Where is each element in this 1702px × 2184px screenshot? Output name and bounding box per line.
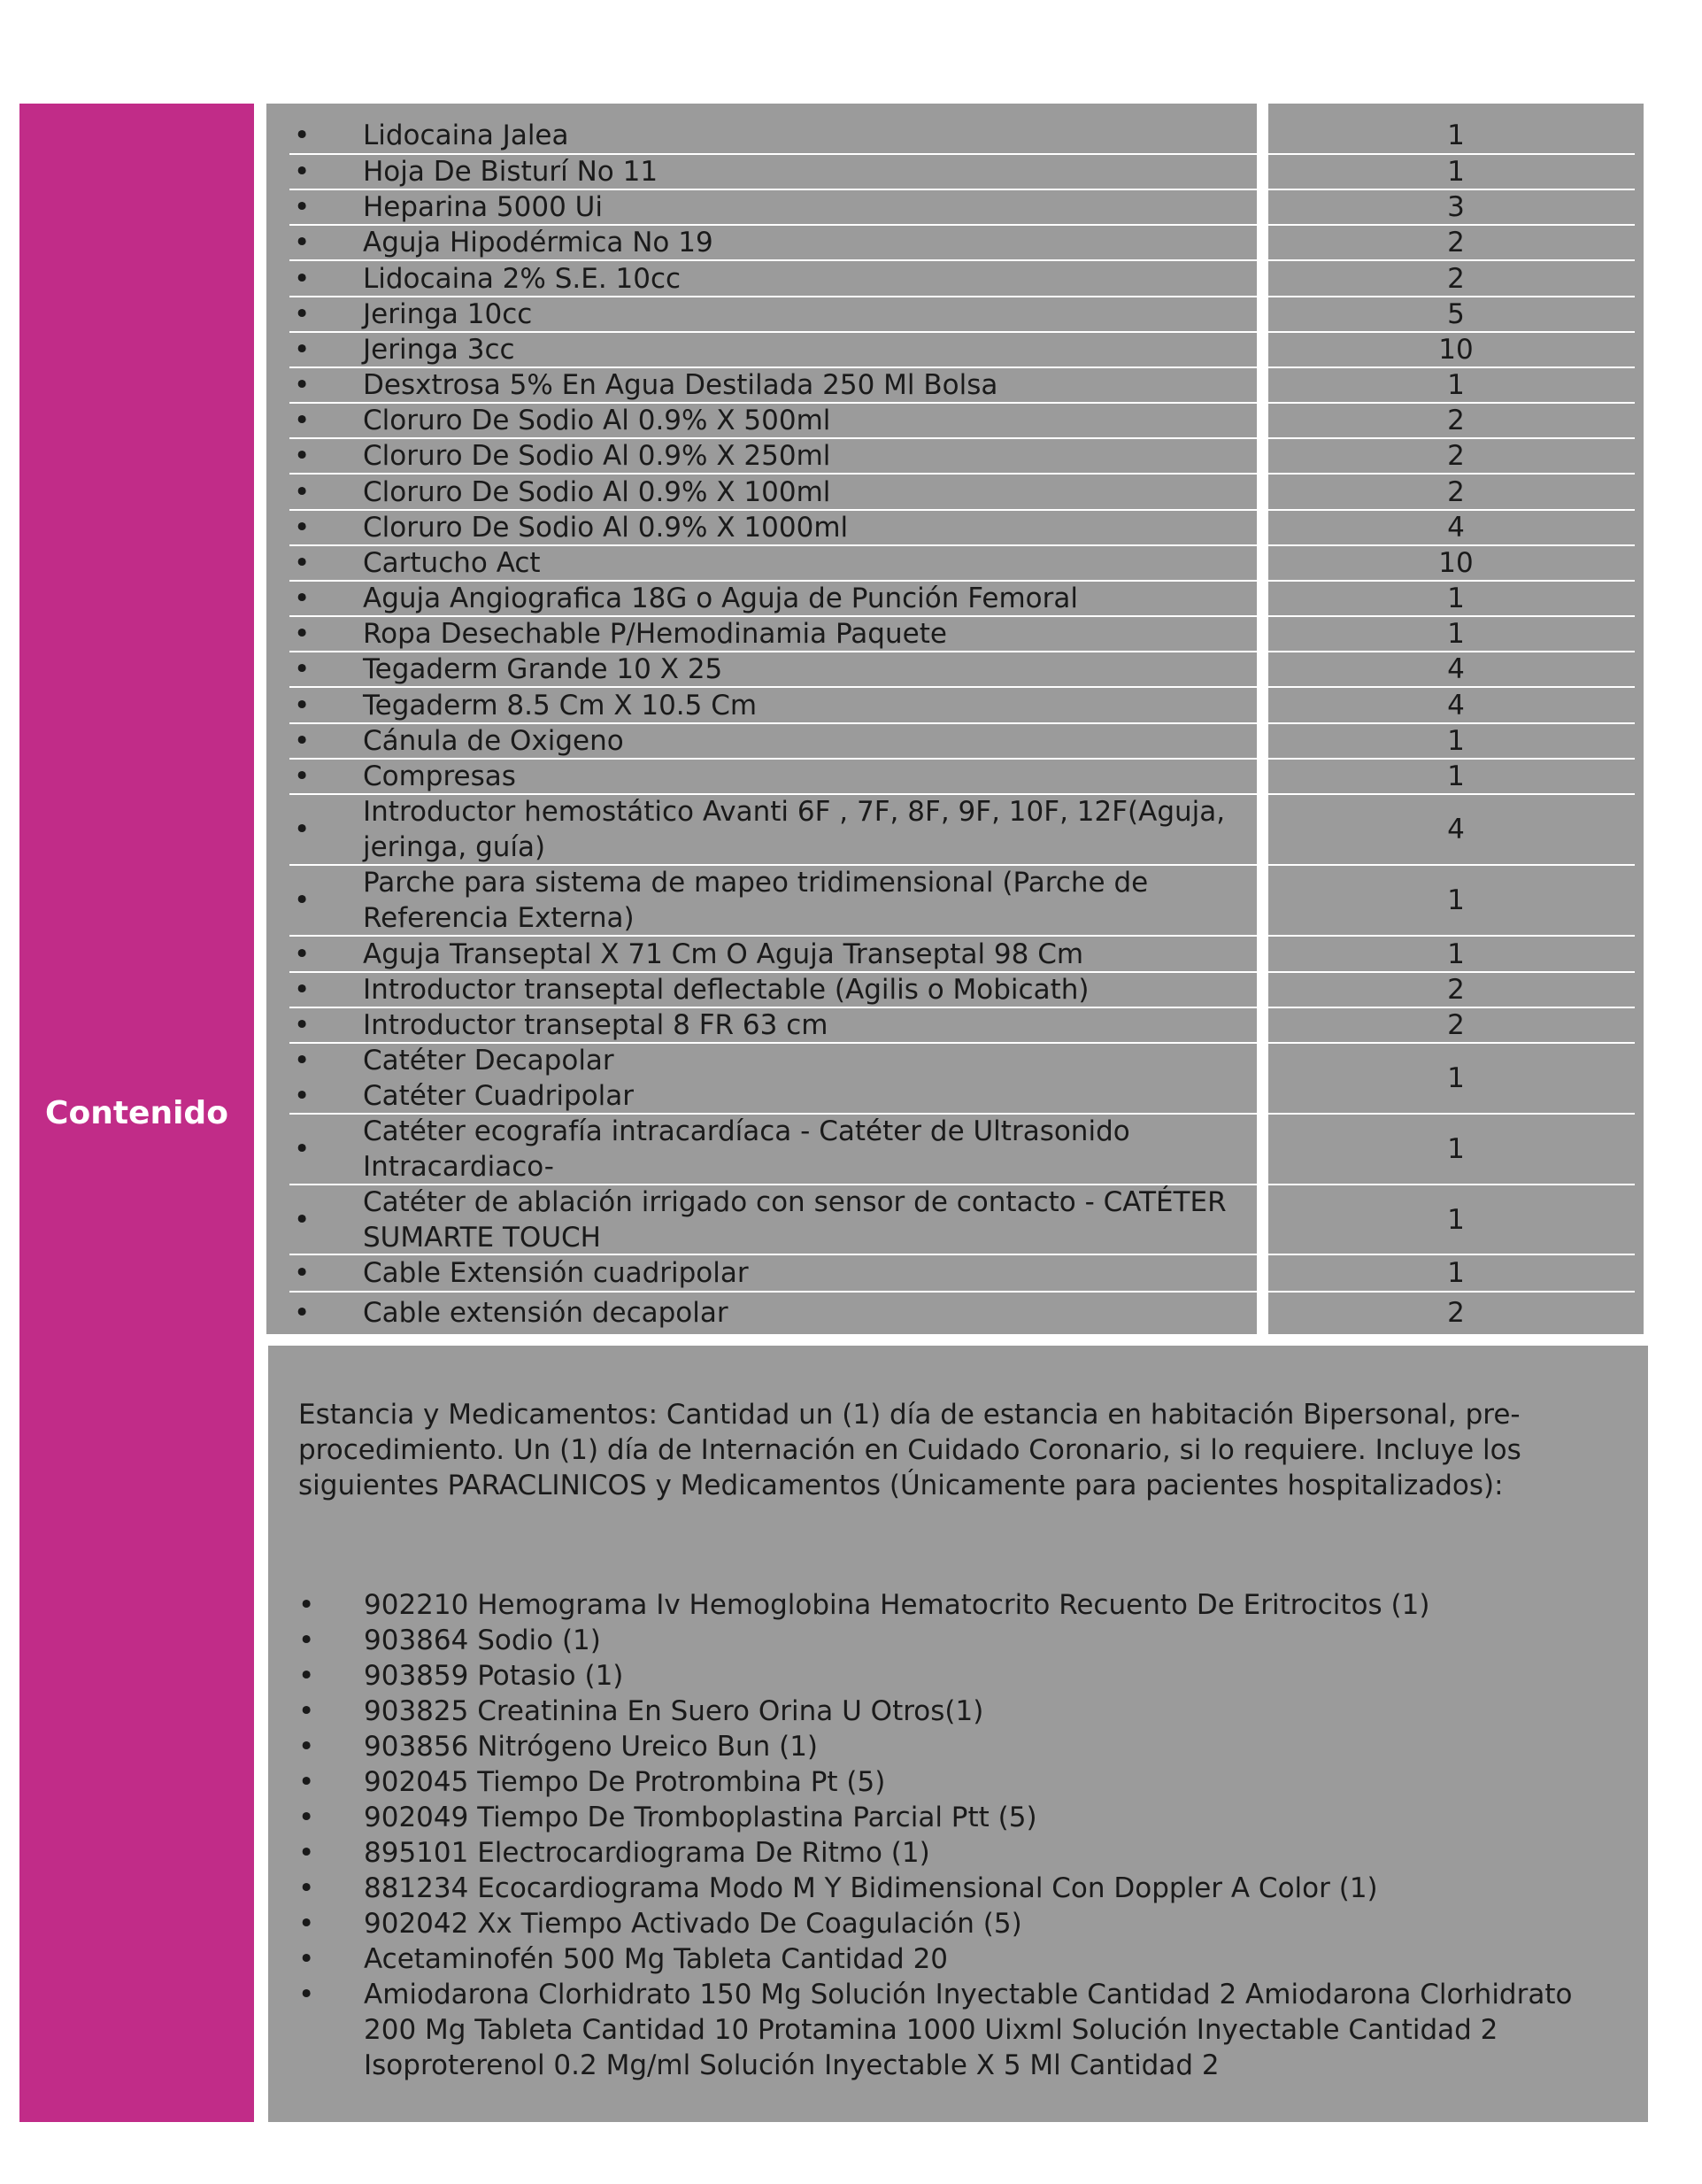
item-row bbox=[290, 545, 1250, 581]
item-quantity: 2 bbox=[1447, 1297, 1465, 1329]
item-quantity: 2 bbox=[1447, 227, 1465, 259]
stay-medications-panel bbox=[268, 1346, 1648, 2122]
stay-list-item bbox=[298, 1906, 1626, 1941]
item-name: Desxtrosa 5% En Agua Destilada 250 Ml Bolsa bbox=[363, 369, 998, 401]
item-row bbox=[290, 972, 1250, 1007]
item-name: Compresas bbox=[363, 760, 516, 792]
bullet: • bbox=[298, 1908, 315, 1940]
item-name: Cloruro De Sodio Al 0.9% X 250ml bbox=[363, 440, 831, 472]
item-row bbox=[290, 1007, 1250, 1043]
item-quantity: 1 bbox=[1447, 1133, 1465, 1165]
item-name: Introductor transeptal deflectable (Agilis o Mobicath) bbox=[363, 974, 1090, 1006]
item-row bbox=[290, 652, 1250, 687]
item-quantity: 4 bbox=[1447, 653, 1465, 685]
item-row bbox=[290, 1185, 1250, 1254]
item-name: Hoja De Bisturí No 11 bbox=[363, 156, 658, 188]
stay-item-text: 895101 Electrocardiograma De Ritmo (1) bbox=[364, 1837, 930, 1869]
stay-item-text: 881234 Ecocardiograma Modo M Y Bidimensional Con Doppler A Color (1) bbox=[364, 1872, 1378, 1904]
item-name: Lidocaina Jalea bbox=[363, 119, 569, 151]
item-name: Cánula de Oxigeno bbox=[363, 725, 624, 757]
item-quantity: 1 bbox=[1447, 156, 1465, 188]
item-quantity: 3 bbox=[1447, 191, 1465, 223]
bullet: • bbox=[294, 119, 311, 151]
bullet: • bbox=[294, 938, 311, 970]
stay-list-item bbox=[298, 1658, 1626, 1694]
stay-list-item bbox=[298, 1623, 1626, 1658]
bullet: • bbox=[294, 298, 311, 330]
item-name: Cable extensión decapolar bbox=[363, 1297, 728, 1329]
item-quantity: 1 bbox=[1447, 1203, 1465, 1236]
item-name: Heparina 5000 Ui bbox=[363, 191, 603, 223]
bullet: • bbox=[294, 974, 311, 1006]
item-quantity: 1 bbox=[1447, 119, 1465, 151]
item-row bbox=[290, 367, 1250, 403]
item-row bbox=[290, 474, 1250, 510]
item-name: Cartucho Act bbox=[363, 547, 541, 579]
item-quantity: 2 bbox=[1447, 405, 1465, 436]
item-name: Cloruro De Sodio Al 0.9% X 500ml bbox=[363, 405, 831, 436]
item-row bbox=[290, 794, 1250, 865]
item-row bbox=[290, 936, 1250, 972]
item-name: Tegaderm 8.5 Cm X 10.5 Cm bbox=[363, 689, 758, 722]
bullet: • bbox=[294, 1080, 311, 1112]
bullet: • bbox=[298, 1837, 315, 1869]
item-quantity: 1 bbox=[1447, 938, 1465, 970]
item-quantity: 1 bbox=[1447, 884, 1465, 916]
bullet: • bbox=[294, 689, 311, 722]
item-quantity: 2 bbox=[1447, 475, 1465, 508]
item-quantity: 1 bbox=[1447, 1062, 1465, 1094]
item-name: Cable Extensión cuadripolar bbox=[363, 1257, 749, 1289]
item-row bbox=[290, 1254, 1250, 1292]
stay-list-item bbox=[298, 1800, 1626, 1835]
bullet: • bbox=[298, 1589, 315, 1621]
bullet: • bbox=[294, 814, 311, 845]
item-name: Aguja Hipodérmica No 19 bbox=[363, 227, 713, 259]
stay-list-item bbox=[298, 1835, 1626, 1871]
item-quantity: 4 bbox=[1447, 814, 1465, 845]
items-list-panel bbox=[266, 104, 1257, 1334]
item-row bbox=[290, 581, 1250, 616]
item-name: Parche para sistema de mapeo tridimensional (Parche de Referencia Externa) bbox=[363, 867, 1149, 934]
bullet: • bbox=[298, 1624, 315, 1656]
bullet: • bbox=[294, 262, 311, 295]
bullet: • bbox=[294, 547, 311, 579]
item-row bbox=[290, 723, 1250, 759]
bullet: • bbox=[298, 1872, 315, 1904]
item-name: Catéter Cuadripolar bbox=[363, 1080, 635, 1112]
item-quantity: 5 bbox=[1447, 298, 1465, 330]
item-row bbox=[290, 116, 1250, 154]
bullet: • bbox=[298, 1660, 315, 1692]
item-row bbox=[290, 616, 1250, 652]
item-quantity: 1 bbox=[1447, 760, 1465, 792]
bullet: • bbox=[294, 760, 311, 792]
bullet: • bbox=[294, 1203, 311, 1236]
stay-list-item bbox=[298, 1941, 1626, 1977]
bullet: • bbox=[294, 227, 311, 259]
item-name: Aguja Angiografica 18G o Aguja de Punción Femoral bbox=[363, 583, 1078, 614]
stay-item-text: 903859 Potasio (1) bbox=[364, 1660, 624, 1692]
bullet: • bbox=[294, 618, 311, 650]
stay-item-text: 903864 Sodio (1) bbox=[364, 1624, 601, 1656]
item-row bbox=[290, 189, 1250, 225]
bullet: • bbox=[298, 1766, 315, 1798]
quantity-list-panel bbox=[1268, 104, 1644, 1334]
stay-item-text: Amiodarona Clorhidrato 150 Mg Solución Inyectable Cantidad 2 Amiodarona Clorhidrato 200 Mg Tableta Cantidad 10 Protamina 1000 Uixml Solución Inyectable Cantidad 2 Isoproterenol 0.2 Mg/ml Solución Inyectable X 5 Ml Cantidad 2 bbox=[364, 1979, 1573, 2081]
bullet: • bbox=[294, 1257, 311, 1289]
bullet: • bbox=[298, 1979, 315, 2010]
item-name: Catéter ecografía intracardíaca - Catéter de Ultrasonido Intracardiaco- bbox=[363, 1115, 1130, 1183]
stay-item-text: 903856 Nitrógeno Ureico Bun (1) bbox=[364, 1731, 819, 1763]
item-quantity: 1 bbox=[1447, 369, 1465, 401]
item-row bbox=[290, 260, 1250, 297]
section-label: Contenido bbox=[45, 1094, 228, 1131]
bullet: • bbox=[294, 1045, 311, 1077]
bullet: • bbox=[294, 884, 311, 916]
item-row bbox=[290, 510, 1250, 545]
bullet: • bbox=[298, 1731, 315, 1763]
item-row bbox=[290, 759, 1250, 794]
item-quantity: 1 bbox=[1447, 1257, 1465, 1289]
item-row bbox=[290, 438, 1250, 474]
item-name: Catéter de ablación irrigado con sensor de contacto - CATÉTER SUMARTE TOUCH bbox=[363, 1185, 1227, 1254]
stay-list-item bbox=[298, 1587, 1626, 1623]
item-quantity: 2 bbox=[1447, 1009, 1465, 1041]
stay-item-text: 902042 Xx Tiempo Activado De Coagulación (5) bbox=[364, 1908, 1022, 1940]
item-quantity: 10 bbox=[1438, 334, 1474, 366]
stay-list-item bbox=[298, 1764, 1626, 1800]
item-quantity: 4 bbox=[1447, 689, 1465, 722]
bullet: • bbox=[294, 369, 311, 401]
bullet: • bbox=[298, 1943, 315, 1975]
bullet: • bbox=[294, 725, 311, 757]
item-name: Tegaderm Grande 10 X 25 bbox=[363, 653, 723, 685]
stay-item-text: Acetaminofén 500 Mg Tableta Cantidad 20 bbox=[364, 1943, 949, 1975]
stay-list-item bbox=[298, 1729, 1626, 1764]
bullet: • bbox=[294, 191, 311, 223]
stay-intro-text: Estancia y Medicamentos: Cantidad un (1) día de estancia en habitación Bipersonal, pre-procedimiento. Un (1) día de Internación en Cuidado Coronario, si lo requiere. Incluye los siguientes PARACLINICOS y Medicamentos (Únicamente para pacientes hospitalizados): bbox=[298, 1399, 1521, 1501]
item-row bbox=[290, 1292, 1250, 1334]
item-quantity: 1 bbox=[1447, 618, 1465, 650]
item-name: Cloruro De Sodio Al 0.9% X 100ml bbox=[363, 475, 831, 508]
item-name: Cloruro De Sodio Al 0.9% X 1000ml bbox=[363, 512, 849, 544]
item-row bbox=[290, 1114, 1250, 1185]
stay-list-item bbox=[298, 1977, 1626, 2083]
item-row bbox=[290, 154, 1250, 189]
item-quantity: 10 bbox=[1438, 547, 1474, 579]
item-quantity: 4 bbox=[1447, 512, 1465, 544]
bullet: • bbox=[298, 1695, 315, 1727]
stay-item-text: 902210 Hemograma Iv Hemoglobina Hematocrito Recuento De Eritrocitos (1) bbox=[364, 1589, 1430, 1621]
item-quantity: 1 bbox=[1447, 583, 1465, 614]
stay-item-text: 903825 Creatinina En Suero Orina U Otros(1) bbox=[364, 1695, 984, 1727]
item-name: Introductor hemostático Avanti 6F , 7F, 8F, 9F, 10F, 12F(Aguja, jeringa, guía) bbox=[363, 796, 1226, 863]
stay-list-item bbox=[298, 1694, 1626, 1729]
bullet: • bbox=[294, 1297, 311, 1329]
item-name: Aguja Transeptal X 71 Cm O Aguja Transeptal 98 Cm bbox=[363, 938, 1084, 970]
stay-items-list bbox=[298, 1587, 1626, 2083]
item-name: Catéter Decapolar bbox=[363, 1045, 614, 1077]
stay-list-item bbox=[298, 1871, 1626, 1906]
bullet: • bbox=[294, 334, 311, 366]
item-name: Ropa Desechable P/Hemodinamia Paquete bbox=[363, 618, 947, 650]
bullet: • bbox=[294, 405, 311, 436]
item-row bbox=[290, 403, 1250, 438]
item-name: Introductor transeptal 8 FR 63 cm bbox=[363, 1009, 828, 1041]
bullet: • bbox=[294, 512, 311, 544]
bullet: • bbox=[298, 1802, 315, 1833]
bullet: • bbox=[294, 475, 311, 508]
item-quantity: 2 bbox=[1447, 974, 1465, 1006]
item-row bbox=[290, 332, 1250, 367]
item-quantity: 2 bbox=[1447, 440, 1465, 472]
item-quantity: 1 bbox=[1447, 725, 1465, 757]
item-name: Jeringa 3cc bbox=[363, 334, 515, 366]
item-name: Lidocaina 2% S.E. 10cc bbox=[363, 262, 682, 295]
item-row bbox=[290, 297, 1250, 332]
bullet: • bbox=[294, 583, 311, 614]
section-sidebar bbox=[19, 104, 254, 2122]
item-quantity: 2 bbox=[1447, 262, 1465, 295]
stay-item-text: 902045 Tiempo De Protrombina Pt (5) bbox=[364, 1766, 886, 1798]
bullet: • bbox=[294, 156, 311, 188]
item-row bbox=[290, 865, 1250, 936]
bullet: • bbox=[294, 440, 311, 472]
stay-item-text: 902049 Tiempo De Tromboplastina Parcial Ptt (5) bbox=[364, 1802, 1037, 1833]
bullet: • bbox=[294, 1133, 311, 1165]
item-row bbox=[290, 225, 1250, 260]
item-row bbox=[290, 687, 1250, 723]
bullet: • bbox=[294, 653, 311, 685]
bullet: • bbox=[294, 1009, 311, 1041]
item-row bbox=[290, 1043, 1250, 1114]
item-name: Jeringa 10cc bbox=[363, 298, 533, 330]
